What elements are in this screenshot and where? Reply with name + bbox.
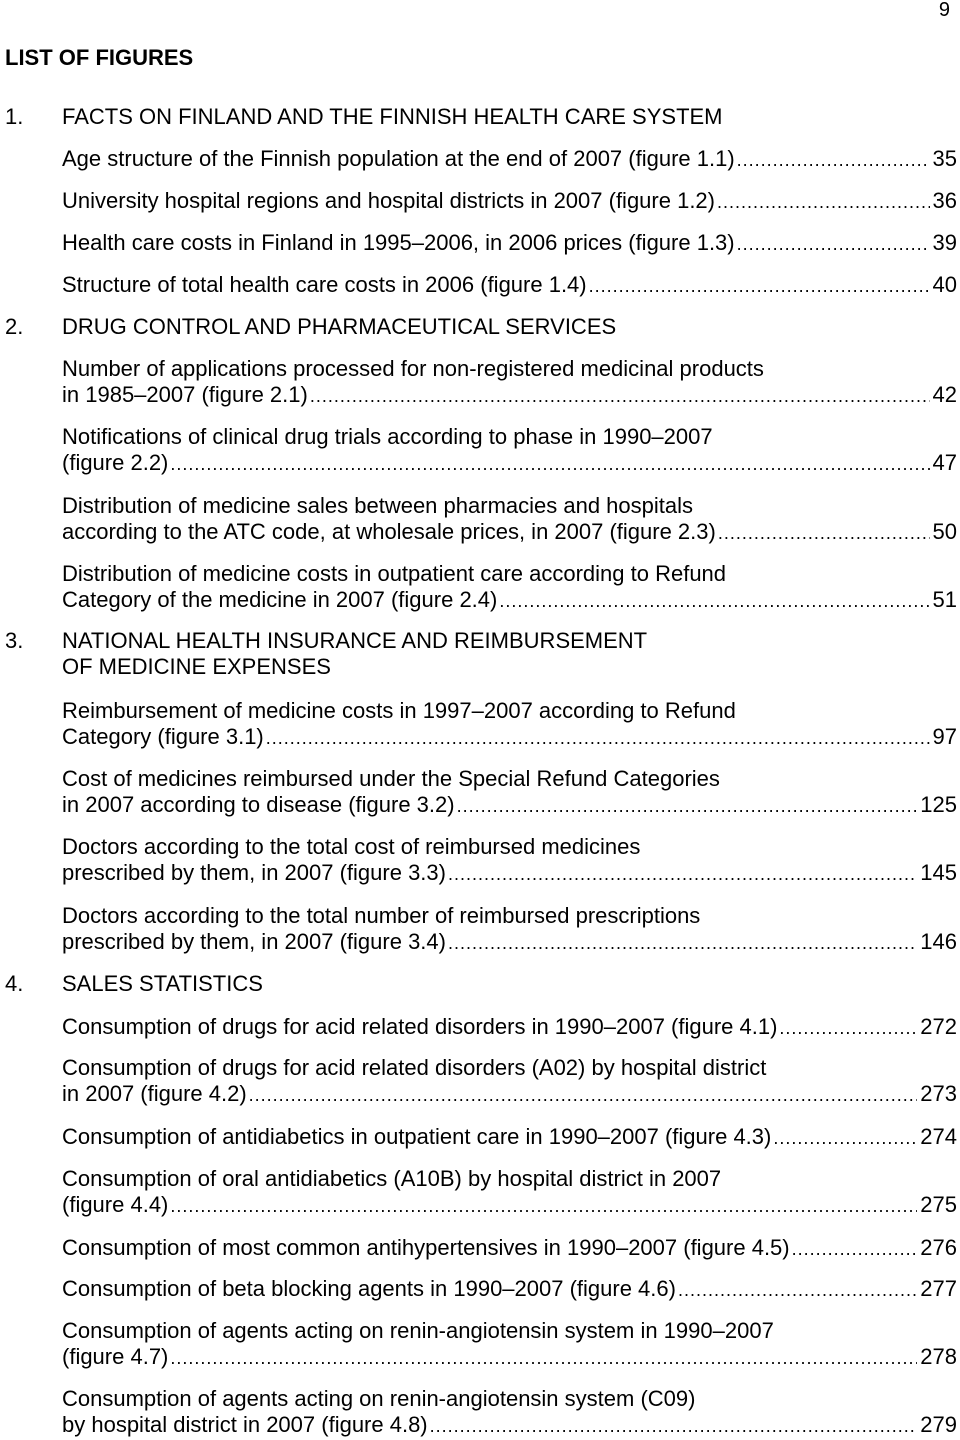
figure-title-line: prescribed by them, in 2007 (figure 3.4) [62, 929, 446, 954]
dot-leader [779, 1015, 917, 1041]
dot-leader [170, 451, 929, 477]
section-title-line: NATIONAL HEALTH INSURANCE AND REIMBURSEMENT [62, 628, 648, 653]
figure-title: Health care costs in Finland in 1995–2006, in 2006 prices (figure 1.3) [62, 230, 735, 255]
figure-title-line: Number of applications processed for non-registered medicinal products [62, 356, 764, 381]
figure-title: Consumption of antidiabetics in outpatient care in 1990–2007 (figure 4.3) [62, 1124, 772, 1149]
figure-title-line: Consumption of oral antidiabetics (A10B) by hospital district in 2007 [62, 1166, 722, 1191]
figure-entry[interactable] [62, 146, 957, 172]
figure-title: Consumption of most common antihypertensives in 1990–2007 (figure 4.5) [62, 1235, 790, 1260]
figure-title-line: Category (figure 3.1) [62, 724, 264, 749]
figure-title-line: Distribution of medicine sales between pharmacies and hospitals [62, 493, 694, 518]
figure-entry[interactable] [62, 1166, 957, 1218]
dot-leader [737, 231, 930, 257]
figure-title: Consumption of drugs for acid related disorders in 1990–2007 (figure 4.1) [62, 1014, 778, 1039]
figure-page-number: 275 [920, 1192, 957, 1217]
figure-page-number: 273 [920, 1081, 957, 1106]
dot-leader [457, 793, 918, 819]
dot-leader [718, 520, 930, 546]
section-number: 1. [5, 104, 24, 129]
figure-title-line: Consumption of agents acting on renin-angiotensin system in 1990–2007 [62, 1318, 774, 1343]
figure-entry[interactable] [62, 561, 957, 613]
section-title [62, 628, 902, 680]
figure-title-line: prescribed by them, in 2007 (figure 3.3) [62, 860, 446, 885]
figure-entry[interactable] [62, 272, 957, 298]
figure-page-number: 278 [920, 1344, 957, 1369]
figure-page-number: 35 [932, 146, 957, 171]
dot-leader [249, 1082, 918, 1108]
figure-title: Consumption of beta blocking agents in 1990–2007 (figure 4.6) [62, 1276, 676, 1301]
figure-page-number: 39 [932, 230, 957, 255]
figure-entry[interactable] [62, 230, 957, 256]
figure-page-number: 146 [920, 929, 957, 954]
figure-title-line: by hospital district in 2007 (figure 4.8) [62, 1412, 428, 1437]
dot-leader [717, 189, 930, 215]
dot-leader [678, 1277, 917, 1303]
page-title: LIST OF FIGURES [5, 45, 194, 70]
figure-page-number: 279 [920, 1412, 957, 1437]
dot-leader [266, 725, 930, 751]
section-number: 4. [5, 971, 24, 996]
page-number: 9 [938, 0, 950, 21]
figure-entry[interactable] [62, 698, 957, 750]
figure-entry[interactable] [62, 356, 957, 408]
figure-page-number: 97 [932, 724, 957, 749]
figure-page-number: 51 [932, 587, 957, 612]
figure-title-line: in 2007 (figure 4.2) [62, 1081, 247, 1106]
figure-page-number: 272 [920, 1014, 957, 1039]
figure-title-line: Consumption of agents acting on renin-angiotensin system (C09) [62, 1386, 696, 1411]
figure-page-number: 274 [920, 1124, 957, 1149]
figure-title-line: (figure 4.4) [62, 1192, 169, 1217]
section-title: FACTS ON FINLAND AND THE FINNISH HEALTH CARE SYSTEM [62, 104, 723, 129]
figure-page-number: 47 [932, 450, 957, 475]
figure-title: Structure of total health care costs in 2006 (figure 1.4) [62, 272, 587, 297]
figure-title-line: (figure 2.2) [62, 450, 169, 475]
dot-leader [170, 1193, 917, 1219]
figure-title-line: Doctors according to the total cost of reimbursed medicines [62, 834, 641, 859]
figure-title-line: in 1985–2007 (figure 2.1) [62, 382, 308, 407]
dot-leader [589, 273, 930, 299]
figure-title-line: in 2007 according to disease (figure 3.2) [62, 792, 455, 817]
figure-page-number: 40 [932, 272, 957, 297]
figure-page-number: 276 [920, 1235, 957, 1260]
figure-entry[interactable] [62, 1386, 957, 1438]
dot-leader [773, 1125, 917, 1151]
figure-page-number: 125 [920, 792, 957, 817]
figure-page-number: 277 [920, 1276, 957, 1301]
figure-title-line: Notifications of clinical drug trials according to phase in 1990–2007 [62, 424, 713, 449]
figure-entry[interactable] [62, 1124, 957, 1150]
figure-title-line: Reimbursement of medicine costs in 1997–2007 according to Refund [62, 698, 736, 723]
figure-entry[interactable] [62, 424, 957, 476]
figure-page-number: 42 [932, 382, 957, 407]
figure-page-number: 50 [932, 519, 957, 544]
figure-entry[interactable] [62, 493, 957, 545]
figure-entry[interactable] [62, 1318, 957, 1370]
figure-entry[interactable] [62, 766, 957, 818]
section-number: 3. [5, 628, 24, 653]
figure-title-line: (figure 4.7) [62, 1344, 169, 1369]
figure-entry[interactable] [62, 1055, 957, 1107]
dot-leader [499, 588, 929, 614]
figure-title-line: Distribution of medicine costs in outpatient care according to Refund [62, 561, 727, 586]
dot-leader [737, 147, 930, 173]
dot-leader [792, 1236, 918, 1262]
figure-page-number: 36 [932, 188, 957, 213]
figure-entry[interactable] [62, 1014, 957, 1040]
dot-leader [448, 930, 917, 956]
figure-entry[interactable] [62, 834, 957, 886]
figure-entry[interactable] [62, 188, 957, 214]
figure-title-line: Cost of medicines reimbursed under the Special Refund Categories [62, 766, 720, 791]
dot-leader [310, 383, 930, 409]
section-number: 2. [5, 314, 24, 339]
figure-title-line: according to the ATC code, at wholesale prices, in 2007 (figure 2.3) [62, 519, 716, 544]
dot-leader [430, 1413, 918, 1439]
figure-page-number: 145 [920, 860, 957, 885]
figure-title: Age structure of the Finnish population at the end of 2007 (figure 1.1) [62, 146, 735, 171]
figure-entry[interactable] [62, 903, 957, 955]
section-title: DRUG CONTROL AND PHARMACEUTICAL SERVICES [62, 314, 617, 339]
figure-entry[interactable] [62, 1276, 957, 1302]
section-title: SALES STATISTICS [62, 971, 263, 996]
figure-title-line: Consumption of drugs for acid related disorders (A02) by hospital district [62, 1055, 767, 1080]
dot-leader [170, 1345, 917, 1371]
section-title-line: OF MEDICINE EXPENSES [62, 654, 331, 679]
figure-title-line: Category of the medicine in 2007 (figure 2.4) [62, 587, 498, 612]
figure-title: University hospital regions and hospital districts in 2007 (figure 1.2) [62, 188, 715, 213]
figure-entry[interactable] [62, 1235, 957, 1261]
figure-title-line: Doctors according to the total number of reimbursed prescriptions [62, 903, 701, 928]
dot-leader [448, 861, 917, 887]
